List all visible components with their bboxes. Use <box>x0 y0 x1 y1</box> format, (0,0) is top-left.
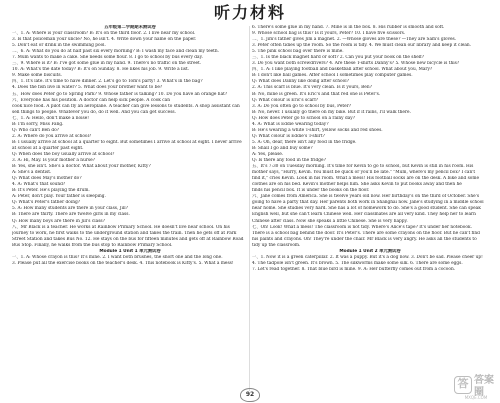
text-line: 四、1. It's late. It's time to have dinner. 2. Let's go to Tom's party! 3. What's in the bag? <box>12 79 203 85</box>
text-line: near home. She studies very hard. She has a lot of homework to do. She's a good student. She can speak <box>252 206 481 212</box>
text-line: 9. Whose school bag is this? Is it yours, Peter? 10. I have five scissors. <box>252 31 406 37</box>
text-line: 3. A: Hi, May. Is your mother a nurse? <box>12 158 95 164</box>
text-line: Q: What does Danny like doing after school? <box>252 79 349 85</box>
text-line: sell things to people. Whatever you do, do it well. And you can get success. <box>12 109 176 115</box>
text-line: 二、6. A: What do you do at half past six every morning? B: I wash my face and clean my teeth. <box>12 49 220 55</box>
text-line: 四、1. A: I like playing football and basketball after school. What about you, Mary? <box>252 67 433 73</box>
text-line: A: Yes, please. <box>252 151 284 157</box>
text-line: B: He's wearing a white T-shirt, yellow socks and red shoes. <box>252 127 383 133</box>
text-line: 六、Everyone has his position. A doctor can help sick people. A cook can <box>12 97 171 103</box>
text-line: B: No, never. I usually go there on my bike. But if it rains, I'll walk there. <box>252 109 411 115</box>
text-line: journey to work, he first walks to the underground station and takes the train. Then he gets off at Park <box>12 230 237 236</box>
text-line: B: It's Peter. He's playing the drum. <box>12 188 90 194</box>
text-line: 一、1. A: Whose crayon is this? It's mine. 2. I want both brushes, the short one and the long one. <box>12 254 223 260</box>
text-line: English well, but she can't learn Chinese well. Her classmates are all very kind. They help her to learn <box>252 212 476 218</box>
column-divider <box>249 26 250 391</box>
text-line: find it," cries Kevin. Look in his room. What a mess! His football socks are on the desk. A bike and some <box>252 176 480 182</box>
text-line: finds his pencil box. It is under the books on the floor. <box>252 188 370 194</box>
text-line: Q: Who can't Ben do? <box>12 127 59 133</box>
text-line: 一、1. Now it is a green caterpillar. 2. It was a puppy. But it's a dog now. 3. Don't be sad. Please cheer up! <box>252 254 483 260</box>
text-line: Street Station and takes Bus No. 12. He stays on the bus for fifteen minutes and gets off at Rainbow Road <box>12 236 244 242</box>
watermark-icon: 答 <box>454 376 472 394</box>
text-line: Q: When does the boy usually arrive at school? <box>12 151 115 157</box>
text-line: 3. Do you want both screwdrivers? 4. Are these T-shirts Danny's? 5. Whose new bicycle is this? <box>252 61 460 67</box>
watermark-logo <box>454 375 498 401</box>
text-line: tidy up the classroom. <box>252 242 301 248</box>
text-line: 七、Oh! Look! What a mess! The classroom is not tidy. Where's Alice's tape? It's under her notebook. <box>252 224 472 230</box>
text-line: 7. Let's read together. 8. That blue bird is mine. 9. A: Her butterfly comes out from a cocoon. <box>252 266 456 272</box>
text-line: Q: How does Peter go to school on a rainy day? <box>252 115 356 121</box>
text-line: A: She's a dentist. <box>12 170 52 176</box>
text-line: 5. Don't eat or drink in the swimming pool. <box>12 43 106 49</box>
text-line: 7. Mum wants to make a cake. She needs some flour. 8. I go to school by bus every day. <box>12 55 203 61</box>
text-line: 七、1. A: Hello, don't make a noise! <box>12 115 89 121</box>
text-line: 五、It's 7:30 on Tuesday morning. It's time for Kevin to go to school, but Kevin is still in his room. His <box>252 164 474 170</box>
text-line: B: There are thirty. There are twelve girls in my class. <box>12 212 130 218</box>
text-line: 4. A: What is Eddie wearing today? <box>252 121 329 127</box>
page-title: 听力材料 <box>213 3 286 22</box>
section-heading: Module 1 Unit 1 单元测试卷 <box>99 248 161 254</box>
text-line: There is a school bag behind the door. It's Peter's. There are some crayons on the floor. But he can't find <box>252 230 480 236</box>
text-line: Q: What's Peter's father doing? <box>12 200 81 206</box>
right-column <box>252 25 488 273</box>
watermark-url: MXQE.COM <box>464 395 488 400</box>
text-line: 二、1. Jim's father gives Jim a magnet. 2. —Whose gloves are these? —They are Sam's gloves. <box>252 37 457 43</box>
text-line: 六、Jane comes from America. She is twelve years old now. Her birthday's on the third of October. She's <box>252 194 480 200</box>
text-line: 5. A: Oh, dear, there isn't any food in the fridge. <box>252 139 357 145</box>
text-line: Q: Is there any food in the fridge? <box>252 158 326 164</box>
text-line: B: I usually arrive at school at a quarter to eight. But sometimes I arrive at school at eight. I never arrive <box>12 139 242 145</box>
text-line: 5. The pink school bag over there is mine. <box>252 49 344 55</box>
text-line: Q: What colour is Eddie's T-shirt? <box>252 133 325 139</box>
text-line: B: No, mine is green. It's Eric's and that red one is Peter's. <box>252 91 381 97</box>
text-line: mother says, "Hurry, Kevin. You must be quick or you'll be late." "Mum, where's my pencil box? I can't <box>252 170 476 176</box>
text-line: Bus Stop. Finally, he walks from the bus stop to Rainbow Primary School. <box>12 242 173 248</box>
text-line: cook nice food. A pilot can fly an aeroplane. A teacher can give lessons to students. A shop assistant can <box>12 103 240 109</box>
text-line: 3. A: Do you often go to school by bus, Peter? <box>252 103 352 109</box>
text-line: 五、How does Peter go to Spring Park? 9. Whose father is talking? 10. Do you have an orange hat? <box>12 91 228 97</box>
text-line: A: Peter, don't play. Your father is sleeping. <box>12 194 106 200</box>
text-line: 4. Does the fish live in water? 5. What does your brother want to be? <box>12 85 163 91</box>
text-line: Q: What colour is Eric's scarf? <box>252 97 319 103</box>
section-heading: Module 1 Unit 2 单元测试卷 <box>339 248 401 254</box>
text-line: 3. Peter often tidies up the room. So the room is tidy. 4. We must clean our library and keep it clean. <box>252 43 472 49</box>
text-line: 9. Make some biscuits. <box>12 73 62 79</box>
left-column <box>12 25 248 267</box>
page-number: 92 <box>236 388 264 402</box>
text-line: Chinese after class. Now she speaks a little Chinese. She is very happy. <box>252 218 408 224</box>
text-line: B: I don't like ball games. After school I sometimes play computer games. <box>252 73 413 79</box>
text-line: 一、1. A: Where is your classroom? B: It's on the third floor. 2. I live near my school. <box>12 31 196 37</box>
text-line: 3. Is that policeman your uncle? No, he isn't. 4. Write down your name on the paper. <box>12 37 197 43</box>
text-line: B: Yes, she isn't. She's a doctor. What about your mother, Kitty? <box>12 164 151 170</box>
text-line: Q: What does May's mother do? <box>12 176 82 182</box>
text-line: at school at a quarter past eight. <box>12 145 84 151</box>
text-line: 三、9. Where is it? B: I've got some glue in my hand. 9. There's no traffic on the street. <box>12 61 202 67</box>
text-line: 三、1. Is the black magnet hard or soft? 2. Can you put your book on the shelf? <box>252 55 425 61</box>
text-line: 6. There's some glue in my hand. 7. Mine is in the box. 8. His rubber is smooth and soft. <box>252 25 445 30</box>
watermark-brand: 答案圈 <box>474 375 494 398</box>
text-line: 2. A: Where do you arrive at school? <box>12 133 92 139</box>
text-line: Q: How many boys are there in Jill's class? <box>12 218 105 224</box>
text-line: 2. A: This scarf is blue. It's very clean. Is it yours, Ben? <box>252 85 372 91</box>
text-line: B: I'm sorry, Miss Fang. <box>12 121 64 127</box>
text-line: 10. A: What's the date today? B: It's on Sunday. 8. He likes his job. 9. Write a list. <box>12 67 190 73</box>
text-line: 4. The tadpole isn't green. It's brown. 5. The silkworms make some silk. 6. There are some eggs. <box>252 260 463 266</box>
text-line: 八、Mr Black is a teacher. He works at Rainbow Primary School. He doesn't live near school. On his <box>12 224 230 230</box>
text-line: going to have a party that day. Her parents both work in Shanghai now. Jane's studying in a middle school <box>252 200 484 206</box>
text-line: his paints and crayons. Oh! They're under the chair. Mr Black is very angry. He asks all the students to <box>252 236 477 242</box>
text-line: B: Shall I go and buy some? <box>252 145 313 151</box>
text-line: 5. A: How many students are there in your class, Jill? <box>12 206 128 212</box>
text-line: 3. Please put all the exercise books on the teacher's desk. 4. This notebook is Kitty's. 5. What a mess! <box>12 260 234 266</box>
text-line: clothes are on his bed. Kevin's mother helps him. She asks Kevin to put books away and then he <box>252 182 462 188</box>
text-line: 4. A: What's that sound? <box>12 182 66 188</box>
section-heading: 五年级第二学期期末测试卷 <box>104 25 156 30</box>
